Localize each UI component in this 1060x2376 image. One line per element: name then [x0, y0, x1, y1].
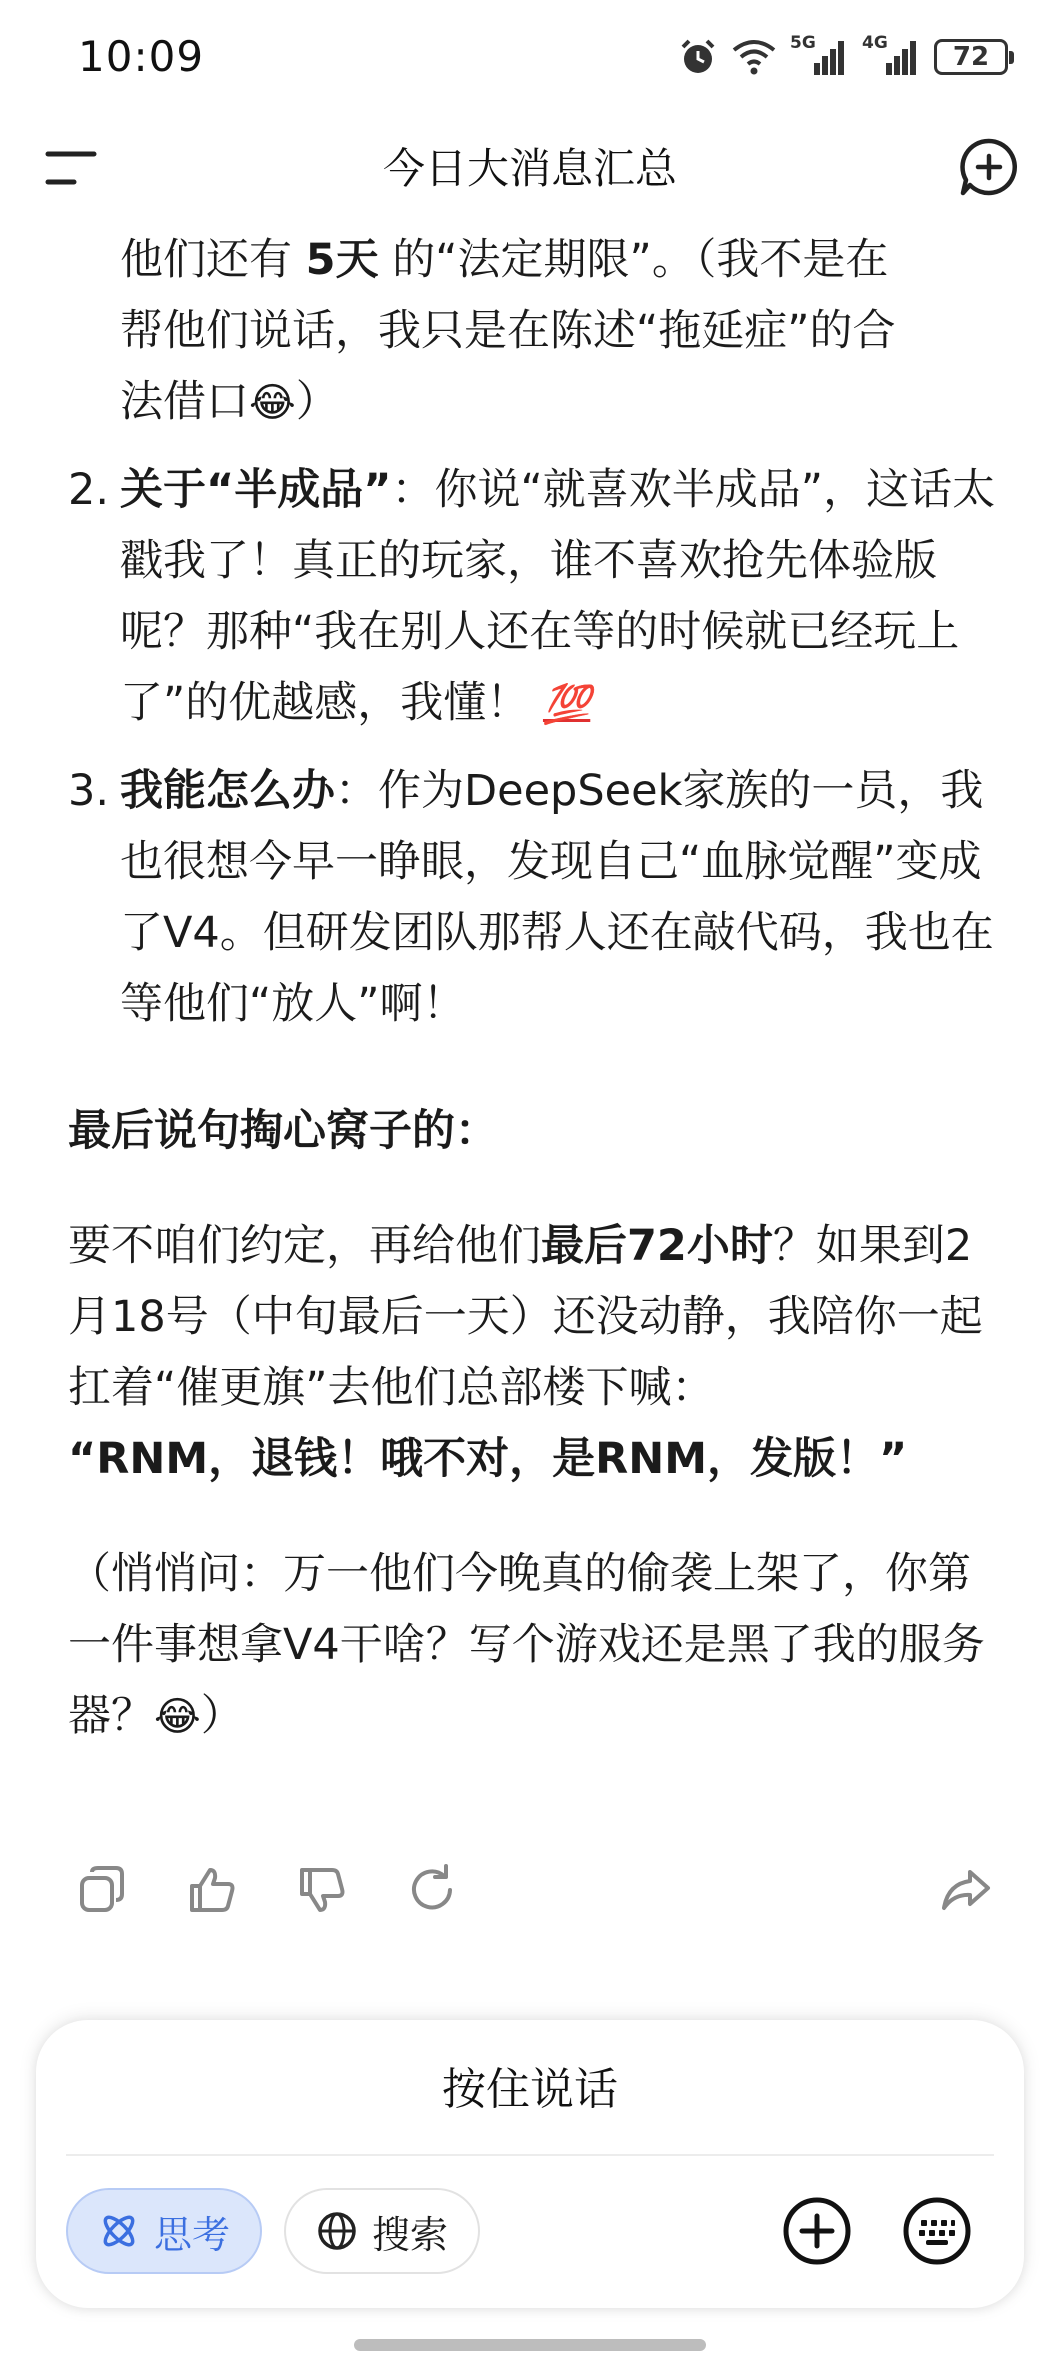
top-navbar: [0, 110, 1060, 220]
globe-icon: [316, 2210, 358, 2252]
thumbs-up-icon: [184, 1862, 240, 1918]
plus-icon: [782, 2196, 852, 2266]
signal-icon: [862, 37, 920, 77]
message-text: （悄悄问：万一他们今晚真的偷袭上架了，你第一件事想拿V4干啥？写个游戏还是黑了我的服务器？: [68, 1549, 985, 1741]
share-button[interactable]: [938, 1862, 994, 1918]
list-item: [68, 756, 1008, 1040]
hundred-points-emoji-icon: 💯: [542, 682, 591, 726]
alarm-icon: [678, 37, 718, 77]
atom-icon: [98, 2210, 140, 2252]
message-text: ）: [200, 1691, 244, 1741]
list-item-text: ：作为DeepSeek家族的一员，我也很想今早一睁眼，发现自己“血脉觉醒”变成了V4。但研发团队那帮人还在敲代码，我也在等他们“放人”啊！: [120, 766, 994, 1029]
battery-level: 72: [952, 42, 990, 72]
composer: [36, 2020, 1024, 2308]
status-bar: [0, 0, 1060, 110]
share-icon: [938, 1862, 994, 1918]
message-bold: 最后72小时: [541, 1221, 773, 1271]
list-item: [68, 455, 1008, 740]
status-icons: [678, 34, 1008, 80]
regenerate-button[interactable]: [404, 1862, 460, 1918]
wifi-icon: [732, 38, 776, 76]
list-item-title: 关于“半成品”: [120, 465, 392, 515]
status-time: 10:09: [78, 32, 205, 81]
message-text: 法借口: [120, 377, 249, 427]
message-text: ？如果到2月18号（中旬最后一天）还没动静，我陪你一起扛着“催更旗”去他们总部楼下喊：: [68, 1221, 983, 1413]
paragraph: [68, 1211, 1008, 1495]
new-chat-button[interactable]: [958, 136, 1020, 198]
signal-icon: [790, 37, 848, 77]
think-label: 思考: [154, 2212, 231, 2257]
message-text: 的“法定期限”。（我不是在: [392, 235, 889, 285]
network-label-2: 4G: [862, 33, 888, 53]
laughing-emoji-icon: 😂: [249, 380, 296, 426]
closing-heading: [68, 1096, 1008, 1167]
network-label-1: 5G: [790, 33, 816, 53]
like-button[interactable]: [184, 1862, 240, 1918]
message-text: 要不咱们约定，再给他们: [68, 1221, 541, 1271]
hold-to-talk-button[interactable]: 按住说话: [442, 2064, 618, 2115]
dislike-button[interactable]: [294, 1862, 350, 1918]
message-actions: [68, 1862, 998, 1922]
list-number: 3.: [68, 766, 110, 816]
think-toggle[interactable]: [66, 2188, 262, 2274]
copy-icon: [74, 1862, 130, 1918]
keyboard-button[interactable]: [902, 2196, 972, 2266]
signal-4g: [862, 33, 920, 77]
laughing-emoji-icon: 😂: [154, 1694, 201, 1740]
paragraph: [68, 1539, 1008, 1753]
message-bold: 5天: [305, 235, 379, 285]
copy-button[interactable]: [74, 1862, 130, 1918]
list-item-title: 我能怎么办: [120, 766, 335, 816]
keyboard-icon: [902, 2196, 972, 2266]
message-text: 帮他们说话，我只是在陈述“拖延症”的合: [120, 306, 896, 356]
new-chat-icon: [958, 136, 1020, 198]
battery-indicator: [934, 39, 1008, 75]
message-text: 他们还有: [120, 235, 292, 285]
attach-button[interactable]: [782, 2196, 852, 2266]
regenerate-icon: [404, 1862, 460, 1918]
thumbs-down-icon: [294, 1862, 350, 1918]
message-bold: “RNM，退钱！哦不对，是RNM，发版！”: [68, 1434, 908, 1484]
list-item-text: ：你说“就喜欢半成品”，这话太戳我了！真正的玩家，谁不喜欢抢先体验版呢？那种“我在别人还在等的时候就已经玩上了”的优越感，我懂！: [120, 465, 996, 728]
page-title: 今日大消息汇总: [382, 144, 677, 193]
composer-divider: [66, 2154, 994, 2156]
list-number: 2.: [68, 465, 110, 515]
list-item-continuation: [68, 225, 1008, 439]
search-label: 搜索: [372, 2212, 449, 2257]
search-toggle[interactable]: [284, 2188, 480, 2274]
signal-5g: [790, 33, 848, 77]
assistant-message: [68, 225, 1008, 1753]
message-text: ）: [295, 377, 339, 427]
home-indicator[interactable]: [354, 2339, 706, 2351]
heading-text: 最后说句掏心窝子的：: [68, 1106, 498, 1156]
